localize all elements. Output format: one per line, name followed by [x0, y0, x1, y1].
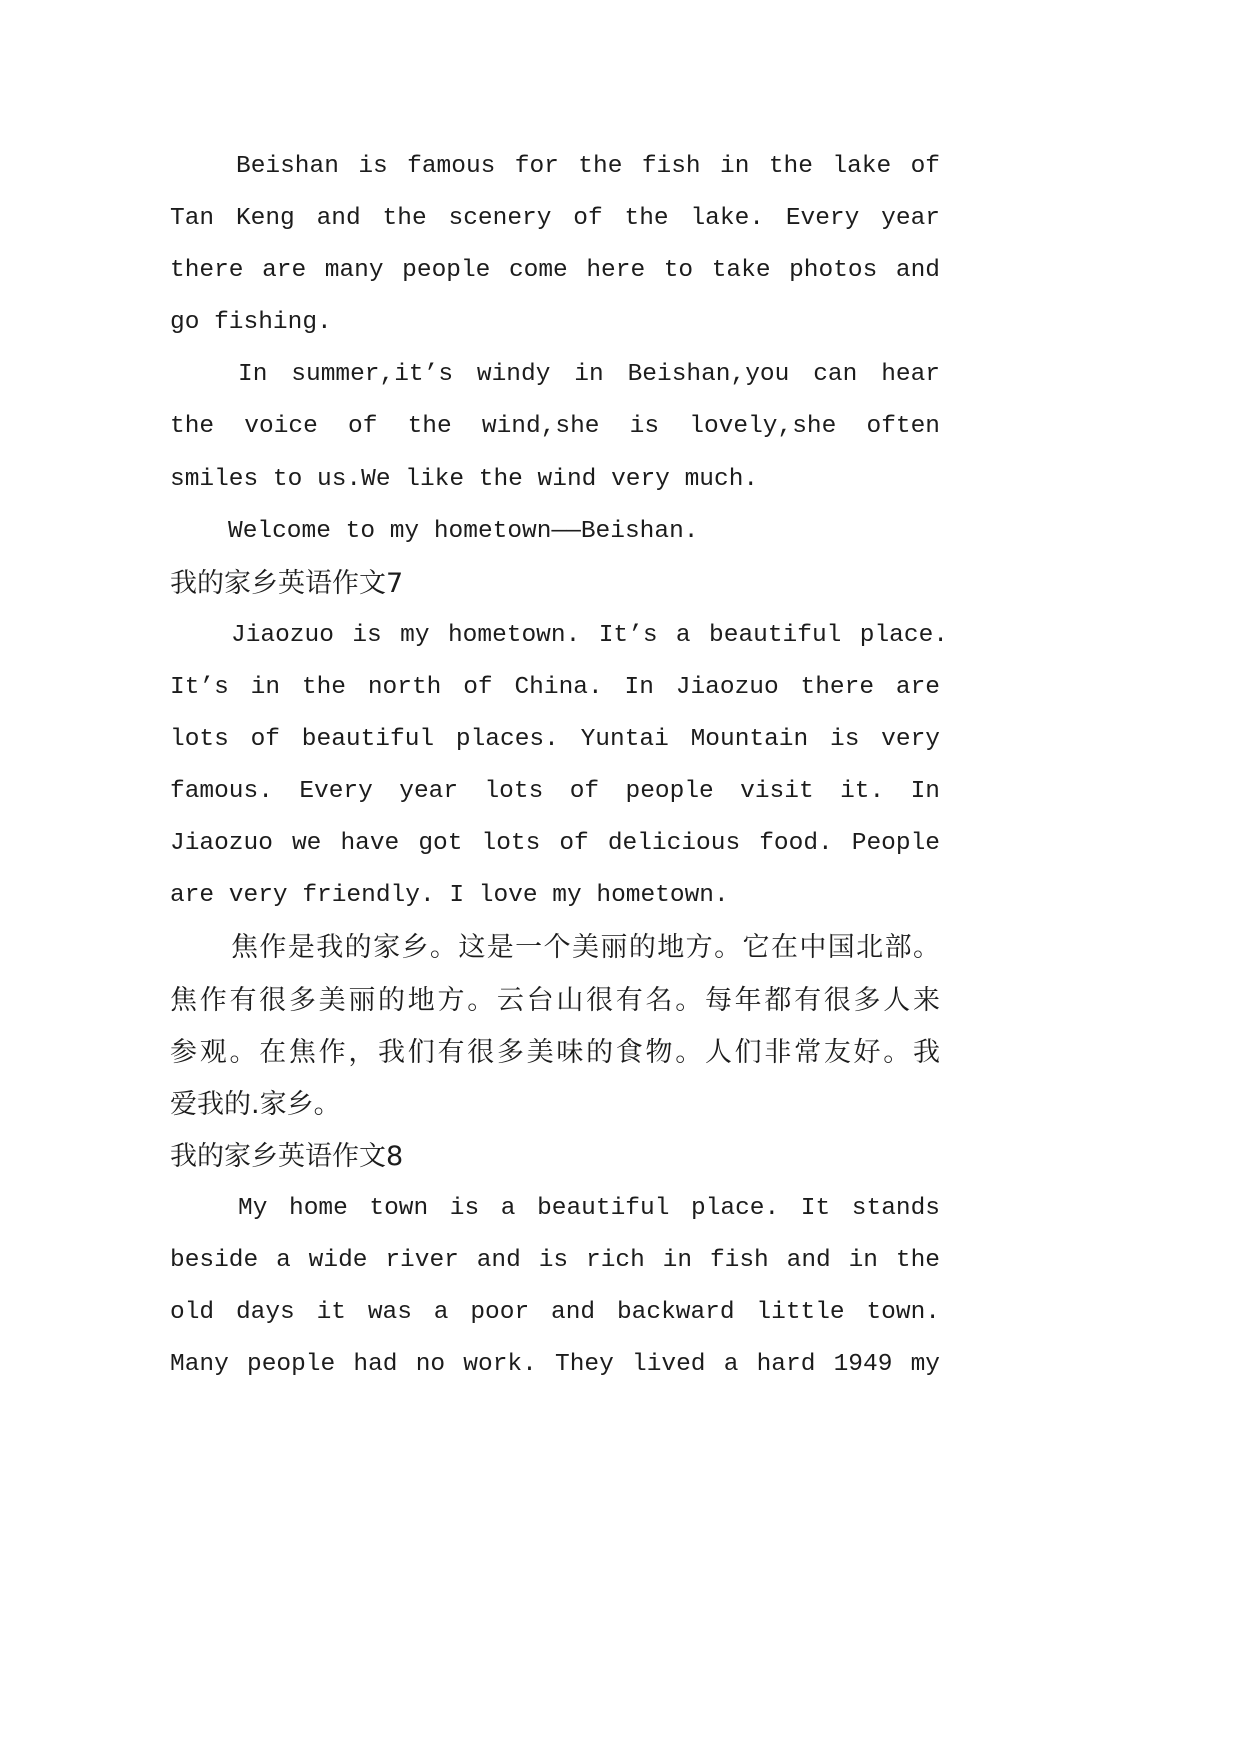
paragraph-line: 爱我的.家乡。 [170, 1088, 341, 1120]
paragraph-line: old days it was a poor and backward little town. [170, 1299, 940, 1327]
paragraph-line: there are many people come here to take photos and [170, 257, 940, 285]
paragraph-jiaozuo-english [170, 610, 948, 923]
paragraph-line: Many people had no work. They lived a hard 1949 my [170, 1351, 940, 1379]
paragraph-line: Tan Keng and the scenery of the lake. Every year [170, 205, 940, 233]
paragraph-line: My home town is a beautiful place. It stands [238, 1194, 940, 1222]
paragraph-line: 焦作有很多美丽的地方。云台山很有名。每年都有很多人来 [170, 984, 940, 1016]
paragraph-line: lots of beautiful places. Yuntai Mountain is very [170, 726, 940, 754]
section-heading-7: 我的家乡英语作文7 [170, 567, 404, 599]
paragraph-welcome [170, 506, 940, 558]
paragraph-line: Jiaozuo is my hometown. It’s a beautiful place. [231, 621, 948, 649]
paragraph-line: beside a wide river and is rich in fish and in the [170, 1246, 940, 1274]
paragraph-line: Jiaozuo we have got lots of delicious food. People [170, 830, 940, 858]
paragraph-line: In summer,it’s windy in Beishan,you can hear [238, 361, 940, 389]
paragraph-line: go fishing. [170, 309, 332, 337]
paragraph-jiaozuo-chinese [170, 922, 940, 1130]
paragraph-line: famous. Every year lots of people visit it. In [170, 778, 940, 806]
paragraph-line: 焦作是我的家乡。这是一个美丽的地方。它在中国北部。 [231, 932, 940, 964]
paragraph-line: Welcome to my hometown——Beishan. [228, 517, 699, 545]
paragraph-line: are very friendly. I love my hometown. [170, 882, 729, 910]
paragraph-beishan-fish [170, 141, 940, 349]
section-heading-8: 我的家乡英语作文8 [170, 1140, 404, 1172]
paragraph-line: 参观。在焦作，我们有很多美味的食物。人们非常友好。我 [170, 1036, 940, 1068]
paragraph-home-town [170, 1183, 940, 1391]
document-body [170, 141, 948, 1391]
paragraph-line: Beishan is famous for the fish in the lake of [236, 153, 940, 180]
paragraph-line: It’s in the north of China. In Jiaozuo there are [170, 673, 940, 701]
paragraph-line: the voice of the wind,she is lovely,she often [170, 413, 940, 441]
paragraph-line: smiles to us.We like the wind very much. [170, 465, 759, 493]
paragraph-summer-wind [170, 349, 940, 505]
